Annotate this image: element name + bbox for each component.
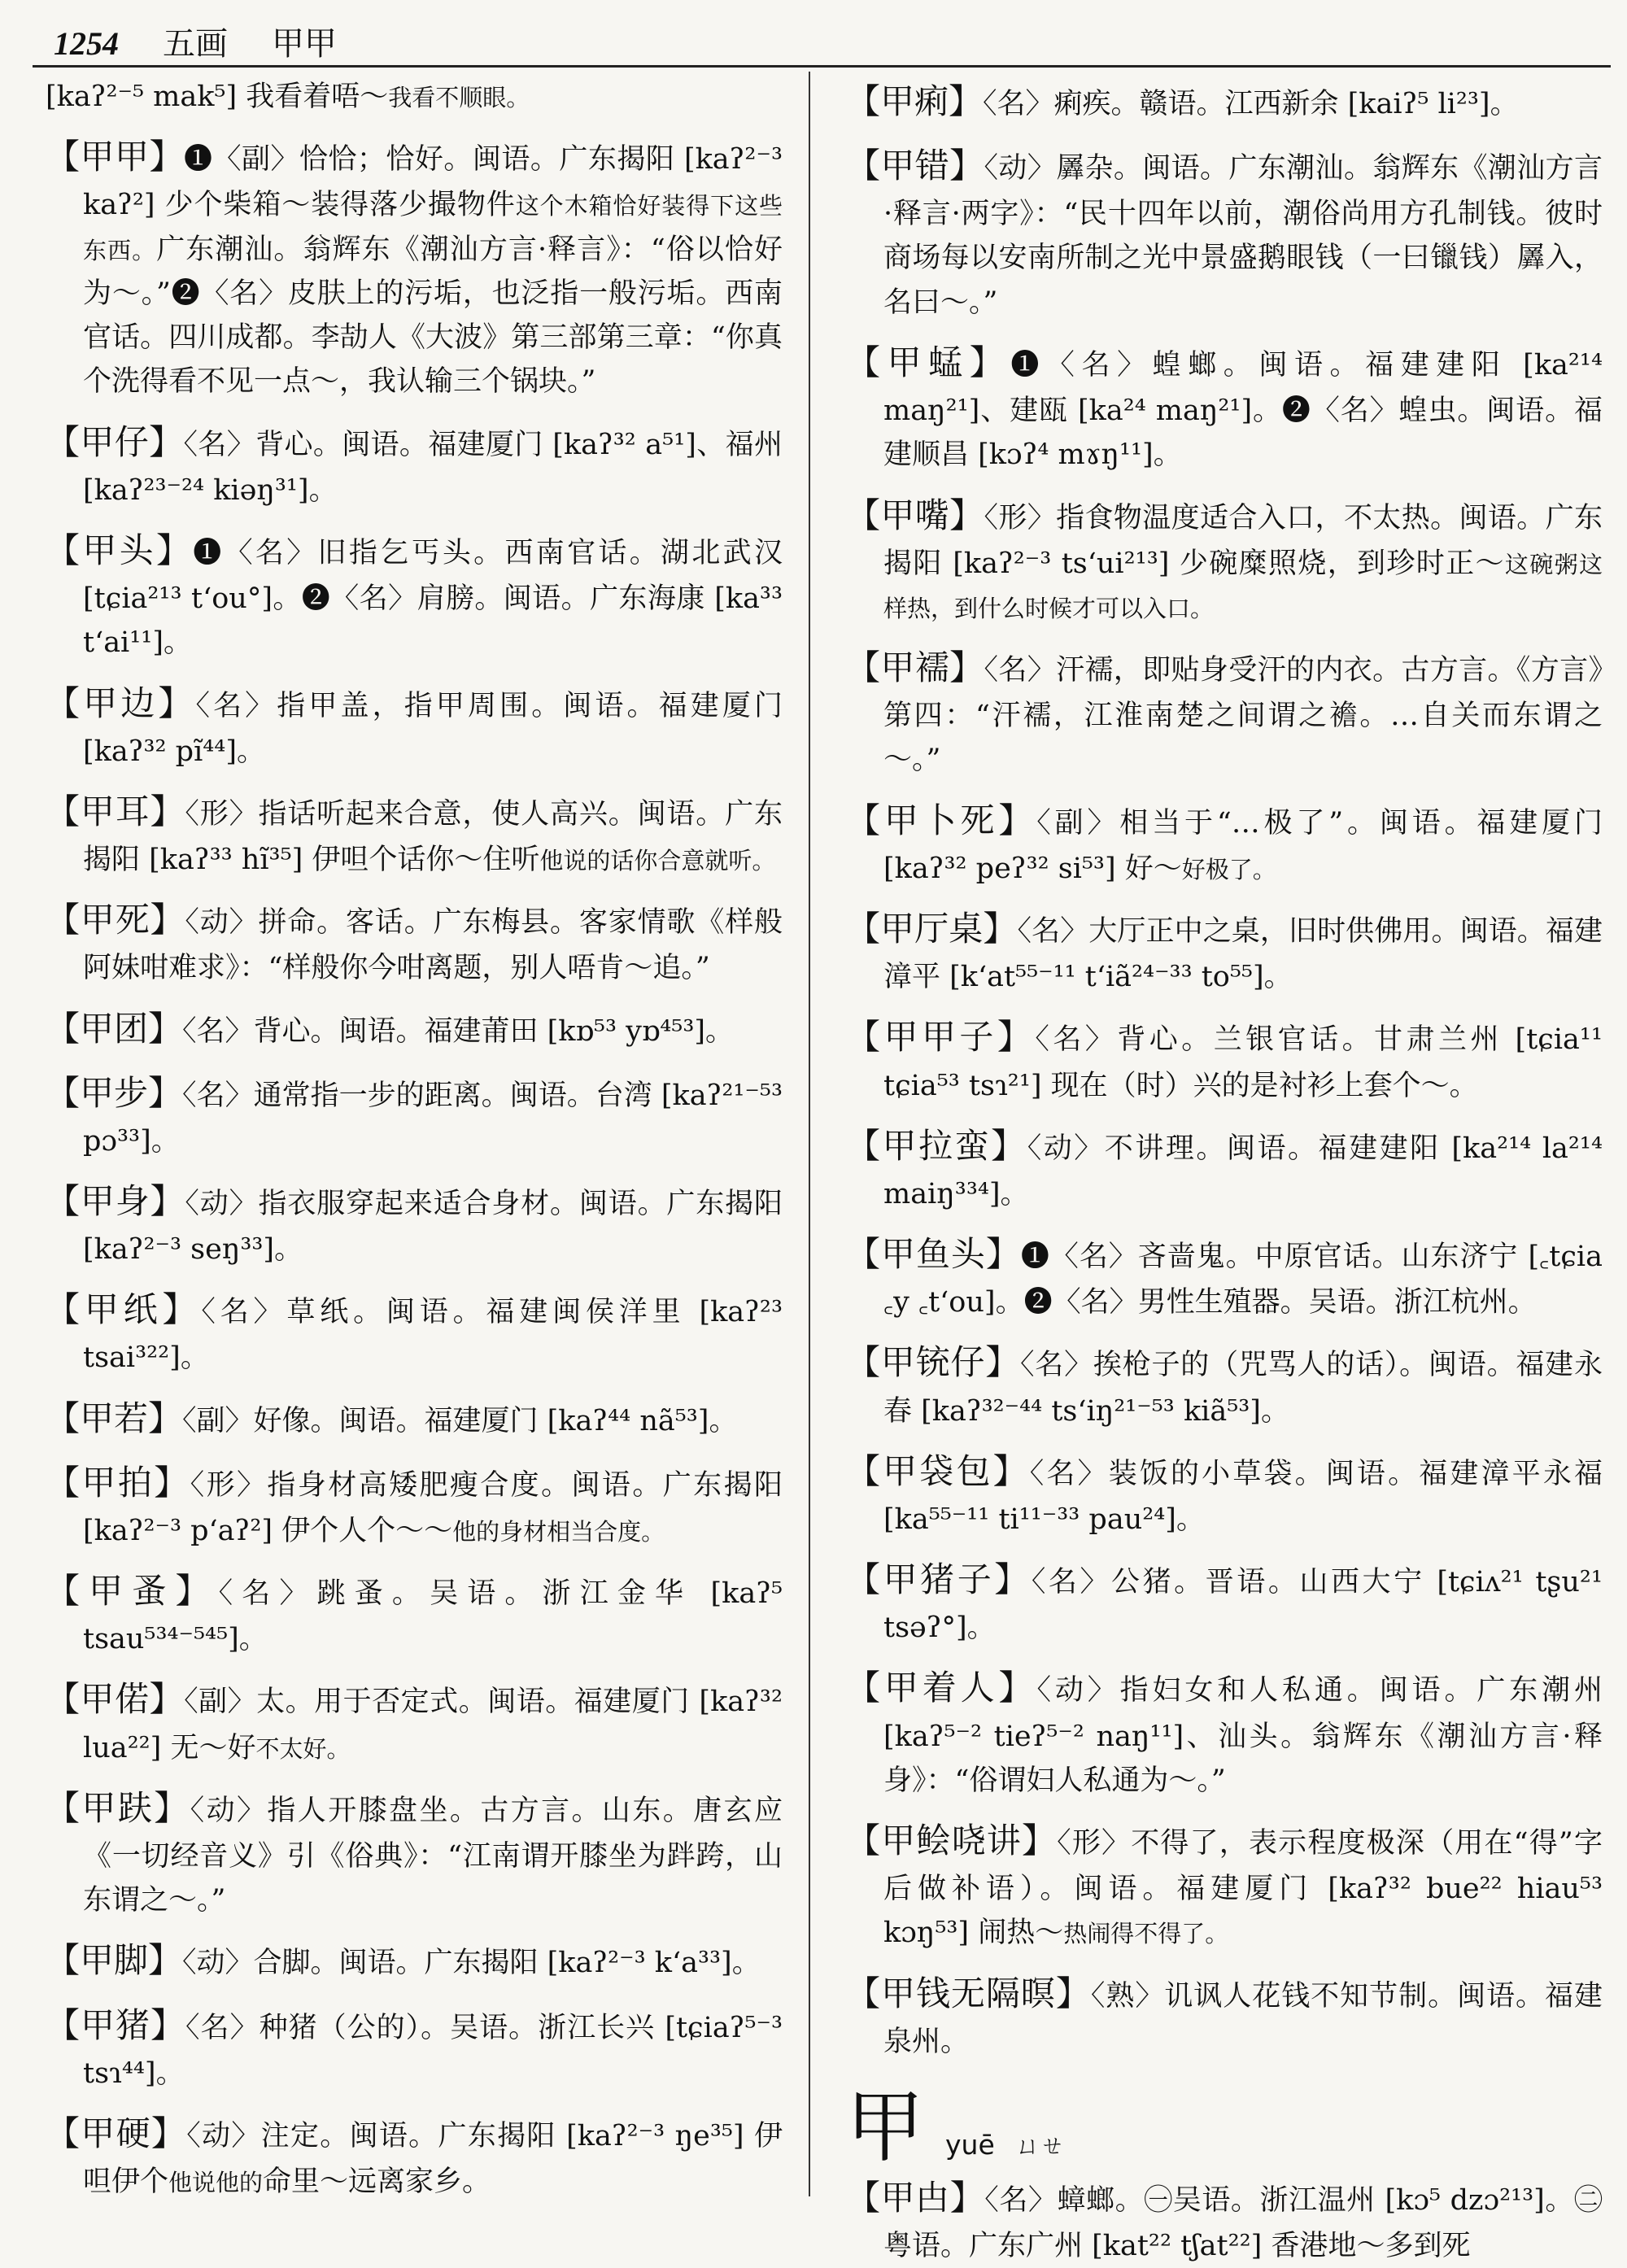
entry-definition: 〈动〉拼命。客话。广东梅县。客家情歌《样般阿妹咁难求》：“样般你今咁离题，别人唔肯～追。” <box>83 906 783 985</box>
entry-example-gloss: 热闹得不得了。 <box>1063 1920 1229 1948</box>
entry-headword: 【甲拍】 <box>46 1462 190 1503</box>
dictionary-entry <box>846 1967 1603 2064</box>
entry-headword: 【甲偌】 <box>46 1679 185 1720</box>
entry-headword: 【甲仔】 <box>46 421 184 462</box>
entry-definition: ❶〈名〉蝗螂。闽语。福建建阳 [ka²¹⁴ maŋ²¹]、建瓯 [ka²⁴ maŋ²¹]。❷〈名〉蝗虫。闽语。福建顺昌 [kɔʔ⁴ mɤŋ¹¹]。 <box>883 348 1603 472</box>
dictionary-entry <box>46 1934 783 1987</box>
entry-definition: 〈名〉背心。闽语。福建厦门 [kaʔ³² a⁵¹]、福州 [kaʔ²³⁻²⁴ kiəŋ³¹]。 <box>83 428 783 507</box>
right-entry-list <box>846 75 1603 2064</box>
dictionary-entry <box>46 416 783 512</box>
entry-definition: ❶〈名〉旧指乞丐头。西南官话。湖北武汉 [tɕia²¹³ tʻou°]。❷〈名〉肩膀。闽语。广东海康 [ka³³ tʻai¹¹]。 <box>83 536 783 660</box>
entry-headword: 【甲襦】 <box>846 648 984 688</box>
entry-definition: 〈熟〉讥讽人花钱不知节制。闽语。福建泉州。 <box>883 1979 1603 2058</box>
entry-example-gloss: 这个木箱恰好装得下这些东西。 <box>83 192 783 264</box>
dictionary-entry <box>846 336 1603 478</box>
entry-definition: 〈名〉通常指一步的距离。闽语。台湾 [kaʔ²¹⁻⁵³ pɔ³³]。 <box>83 1079 783 1158</box>
header-rule <box>33 65 1611 68</box>
right-column <box>846 75 1603 2263</box>
dictionary-entry <box>46 893 783 990</box>
entry-definition: 〈名〉指甲盖，指甲周围。闽语。福建厦门 [kaʔ³² pĩ⁴⁴]。 <box>83 689 783 768</box>
entry-definition: 〈动〉指妇女和人私通。闽语。广东潮州 [kaʔ⁵⁻² tieʔ⁵⁻² naŋ¹¹]、汕头。翁辉东《潮汕方言·释身》：“俗谓妇人私通为～。” <box>883 1674 1603 1797</box>
entry-headword: 【甲错】 <box>846 146 984 186</box>
entry-definition: 〈动〉注定。闽语。广东揭阳 [kaʔ²⁻³ ŋe³⁵] 伊呾伊个 <box>83 2119 783 2198</box>
dictionary-entry <box>46 1175 783 1271</box>
entry-headword: 【甲趺】 <box>46 1787 190 1828</box>
entry-definition: 〈动〉不讲理。闽语。福建建阳 [ka²¹⁴ la²¹⁴ maiŋ³³⁴]。 <box>883 1132 1603 1210</box>
entry-headword: 【甲甲子】 <box>846 1017 1036 1058</box>
entry-definition: 〈名〉大厅正中之桌，旧时供佛用。闽语。福建漳平 [kʻat⁵⁵⁻¹¹ tʻiã²⁴⁻³³ to⁵⁵]。 <box>883 915 1603 994</box>
dictionary-entry <box>46 1392 783 1445</box>
entry-example-gloss: 这碗粥这样热，到什么时候才可以入口。 <box>883 550 1603 622</box>
entry-headword: 【甲边】 <box>46 683 196 723</box>
head-zhuyin: ㄩㄝ <box>1015 2132 1065 2161</box>
entry-example-gloss: 他说他的 <box>168 2168 264 2196</box>
dictionary-entry <box>846 139 1603 325</box>
entry-headword: 【甲鱼头】 <box>846 1234 1021 1275</box>
entry-definition: 〈名〉种猪（公的）。吴语。浙江长兴 [tɕiaʔ⁵⁻³ tsɿ⁴⁴]。 <box>83 2011 783 2090</box>
left-column <box>46 75 783 2198</box>
dictionary-entry <box>46 1999 783 2096</box>
head-pinyin: yuē <box>945 2129 995 2161</box>
entry-definition: 〈名〉蟑螂。㊀吴语。浙江温州 [kɔ⁵ dzɔ²¹³]。㊁粤语。广东广州 [kat²² tʃat²²] 香港地～多到死 <box>883 2184 1603 2263</box>
entry-definition: 〈动〉指衣服穿起来适合身材。闽语。广东揭阳 [kaʔ²⁻³ seŋ³³]。 <box>83 1188 783 1267</box>
entry-definition: 〈形〉指食物温度适合入口，不太热。闽语。广东揭阳 [kaʔ²⁻³ tsʻui²¹³] 少碗糜照烧，到珍时正～ <box>883 501 1603 580</box>
entry-definition: 〈形〉不得了，表示程度极深（用在“得”字后做补语）。闽语。福建厦门 [kaʔ³² bue²² hiau⁵³ kɔŋ⁵³] 闹热～ <box>883 1827 1603 1950</box>
dictionary-entry <box>46 785 783 882</box>
entry-headword: 【甲脚】 <box>46 1940 183 1981</box>
dictionary-entry <box>846 1336 1603 1433</box>
entry-headword: 【甲卜死】 <box>846 800 1037 840</box>
dictionary-entry <box>46 1283 783 1380</box>
dictionary-entry <box>46 1782 783 1923</box>
dictionary-entry <box>46 1066 783 1163</box>
dictionary-entry <box>846 1445 1603 1542</box>
entry-example-gloss: 他的身材相当合度。 <box>452 1517 665 1546</box>
dictionary-entry <box>846 1010 1603 1107</box>
dictionary-entry <box>846 641 1603 783</box>
header-chars: 甲甲 <box>272 25 337 63</box>
dictionary-entry <box>846 2171 1603 2268</box>
dictionary-entry <box>46 1564 783 1661</box>
entry-definition: 〈副〉相当于“…极了”。闽语。福建厦门 [kaʔ³² peʔ³² si⁵³] 好～ <box>883 806 1603 885</box>
entry-example-gloss: 不太好。 <box>255 1734 351 1763</box>
entry-headword: 【甲猪】 <box>46 2004 186 2045</box>
entry-definition: 〈副〉太。用于否定式。闽语。福建厦门 [kaʔ³² lua²²] 无～好 <box>83 1686 783 1764</box>
entry-headword: 【甲死】 <box>46 900 185 940</box>
entry-headword: 【甲嘴】 <box>846 495 984 535</box>
entry-headword: 【甲袋包】 <box>846 1450 1030 1491</box>
entry-definition: 〈动〉羼杂。闽语。广东潮汕。翁辉东《潮汕方言·释言·两字》：“民十四年以前，潮俗尚用方孔制钱。彼时商场每以安南所制之光中景盛鹅眼钱（一曰镴钱）羼入，名曰～。” <box>883 152 1603 319</box>
entry-definition: 〈副〉好像。闽语。福建厦门 [kaʔ⁴⁴ nã⁵³]。 <box>182 1404 738 1437</box>
entry-headword: 【甲耳】 <box>46 791 185 831</box>
entry-definition-continued: 广东潮汕。翁辉东《潮汕方言·释言》：“俗以恰好为～。”❷〈名〉皮肤上的污垢，也泛指一般污垢。西南官话。四川成都。李劼人《大波》第三部第三章：“你真个洗得看不见一点～，我认输三个锅块。” <box>83 233 783 399</box>
page-number: 1254 <box>54 25 119 62</box>
entry-definition: 〈名〉背心。兰银官话。甘肃兰州 [tɕia¹¹ tɕia⁵³ tsɿ²¹] 现在（时）兴的是衬衫上套个～。 <box>883 1023 1603 1102</box>
entry-definition: 〈名〉跳蚤。吴语。浙江金华 [kaʔ⁵ tsau⁵³⁴⁻⁵⁴⁵]。 <box>83 1577 783 1656</box>
dictionary-entry <box>846 489 1603 630</box>
dictionary-entry <box>846 1814 1603 1956</box>
entry-definition: 〈形〉指身材高矮肥瘦合度。闽语。广东揭阳 [kaʔ²⁻³ pʻaʔ²] 伊个人个～～ <box>83 1468 783 1547</box>
entry-definition: 〈名〉公猪。晋语。山西大宁 [tɕiʌ²¹ tʂu²¹ tsəʔ°]。 <box>883 1566 1603 1645</box>
dictionary-entry <box>846 1553 1603 1650</box>
entry-definition: 〈名〉装饭的小草袋。闽语。福建漳平永福 [ka⁵⁵⁻¹¹ ti¹¹⁻³³ pau²⁴]。 <box>883 1457 1603 1536</box>
dictionary-entry <box>846 1119 1603 1216</box>
dictionary-entry <box>846 1661 1603 1803</box>
dictionary-entry <box>46 2107 783 2204</box>
entry-headword: 【甲拉蛮】 <box>846 1125 1027 1166</box>
dictionary-entry <box>846 902 1603 999</box>
dictionary-entry <box>846 794 1603 891</box>
entry-definition: 〈动〉合脚。闽语。广东揭阳 [kaʔ²⁻³ kʻa³³]。 <box>182 1947 761 1980</box>
entry-headword: 【甲甴】 <box>846 2178 985 2218</box>
entry-headword: 【甲甲】 <box>46 137 184 177</box>
entry-headword: 【甲痢】 <box>846 81 984 121</box>
dictionary-entry <box>846 75 1603 128</box>
entry-headword: 【甲纸】 <box>46 1289 202 1330</box>
entry-headword: 【甲团】 <box>46 1008 183 1049</box>
continuation-body: [kaʔ²⁻⁵ mak⁵] 我看着唔～ <box>46 81 389 113</box>
dictionary-entry <box>46 1456 783 1553</box>
entry-headword: 【甲蜢】 <box>846 342 1011 382</box>
entry-definition: 〈名〉草纸。闽语。福建闽侯洋里 [kaʔ²³ tsai³²²]。 <box>83 1296 783 1375</box>
entry-definition: 〈名〉背心。闽语。福建莆田 [kɒ⁵³ yɒ⁴⁵³]。 <box>182 1014 735 1048</box>
entry-definition: ❶〈副〉恰恰；恰好。闽语。广东揭阳 [kaʔ²⁻³ kaʔ²] 少个柴箱～装得落少撮物件 <box>83 143 783 222</box>
section-label: 五画 <box>163 25 228 63</box>
continuation-text <box>46 75 783 119</box>
continuation-example: 我看不顺眼。 <box>388 84 530 111</box>
head-character-block <box>846 2082 1603 2173</box>
entry-definition: 〈名〉挨枪子的（咒骂人的话）。闽语。福建永春 [kaʔ³²⁻⁴⁴ tsʻiŋ²¹⁻⁵³ kiã⁵³]。 <box>883 1349 1603 1428</box>
entry-definition-continued: 命里～远离家乡。 <box>263 2165 491 2198</box>
entry-headword: 【甲钱无隔暝】 <box>846 1973 1091 2013</box>
entry-definition: 〈名〉汗襦，即贴身受汗的内衣。古方言。《方言》第四：“汗襦，江淮南楚之间谓之襜。…自关而东谓之～。” <box>883 654 1603 777</box>
entry-headword: 【甲厅桌】 <box>846 909 1018 949</box>
entry-example-gloss: 好极了。 <box>1181 855 1276 883</box>
page-header <box>54 18 1599 63</box>
left-entry-list <box>46 130 783 2204</box>
entry-headword: 【甲硬】 <box>46 2113 187 2153</box>
dictionary-entry <box>46 524 783 665</box>
entry-headword: 【甲蚤】 <box>46 1571 219 1612</box>
dictionary-entry <box>46 677 783 774</box>
entry-example-gloss: 他说的话你合意就听。 <box>539 846 776 874</box>
dictionary-entry <box>846 1228 1603 1324</box>
head-character: 甲 <box>846 2082 924 2173</box>
dictionary-entry <box>46 1673 783 1769</box>
entry-headword: 【甲身】 <box>46 1181 185 1221</box>
entry-headword: 【甲铳仔】 <box>846 1342 1020 1383</box>
column-divider <box>809 72 810 2196</box>
entry-definition: 〈名〉痢疾。赣语。江西新余 [kaiʔ⁵ li²³]。 <box>983 88 1519 120</box>
entry-headword: 【甲猪子】 <box>846 1559 1032 1600</box>
entry-headword: 【甲头】 <box>46 530 194 570</box>
dictionary-entry <box>46 130 783 403</box>
entry-headword: 【甲步】 <box>46 1072 183 1113</box>
entry-headword: 【甲若】 <box>46 1398 183 1438</box>
dictionary-entry <box>46 1002 783 1055</box>
entry-headword: 【甲鲙哓讲】 <box>846 1821 1058 1861</box>
entry-definition: ❶〈名〉吝啬鬼。中原官话。山东济宁 [꜀tɕia ꜀y ꜀tʻou]。❷〈名〉男性生殖器。吴语。浙江杭州。 <box>883 1241 1603 1319</box>
entry-definition: 〈形〉指话听起来合意，使人高兴。闽语。广东揭阳 [kaʔ³³ hĩ³⁵] 伊呾个话你～住听 <box>83 797 783 876</box>
entry-definition: 〈动〉指人开膝盘坐。古方言。山东。唐玄应《一切经音义》引《俗典》：“江南谓开膝坐为跘跨，山东谓之～。” <box>83 1794 783 1917</box>
entry-headword: 【甲着人】 <box>846 1668 1037 1708</box>
